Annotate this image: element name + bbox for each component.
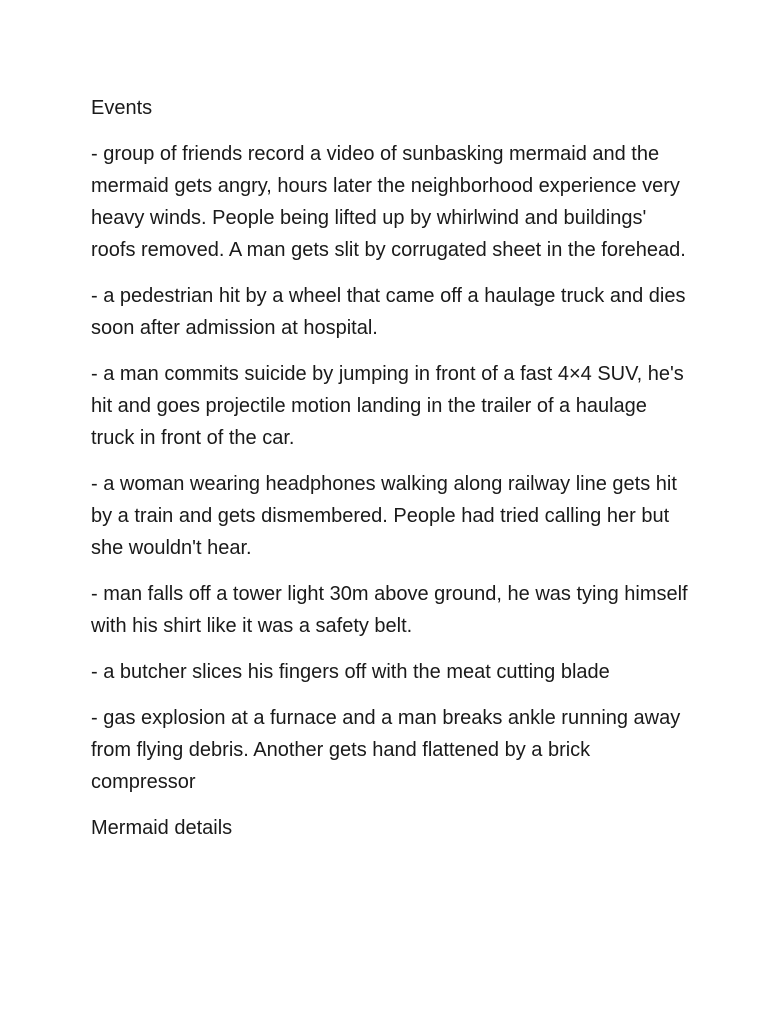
document-body: [91, 92, 691, 858]
mermaid-details-heading: Mermaid details: [91, 817, 233, 839]
event-item-6: - a butcher slices his fingers off with the meat cutting blade: [91, 661, 610, 683]
event-item-5: - man falls off a tower light 30m above ground, he was tying himself with his shirt like it was a safety belt.: [91, 583, 688, 637]
events-heading: Events: [91, 97, 153, 119]
event-item-1: - group of friends record a video of sunbasking mermaid and the mermaid gets angry, hours later the neighborhood experience very heavy winds. People being lifted up by whirlwind and buildings' roofs removed. A man gets slit by corrugated sheet in the forehead.: [91, 143, 686, 261]
event-item-4: - a woman wearing headphones walking along railway line gets hit by a train and gets dismembered. People had tried calling her but she wouldn't hear.: [91, 473, 677, 559]
event-item-2: - a pedestrian hit by a wheel that came off a haulage truck and dies soon after admission at hospital.: [91, 285, 686, 339]
event-item-3: - a man commits suicide by jumping in front of a fast 4×4 SUV, he's hit and goes projectile motion landing in the trailer of a haulage truck in front of the car.: [91, 363, 684, 449]
event-item-7: - gas explosion at a furnace and a man breaks ankle running away from flying debris. Another gets hand flattened by a brick compressor: [91, 707, 681, 793]
